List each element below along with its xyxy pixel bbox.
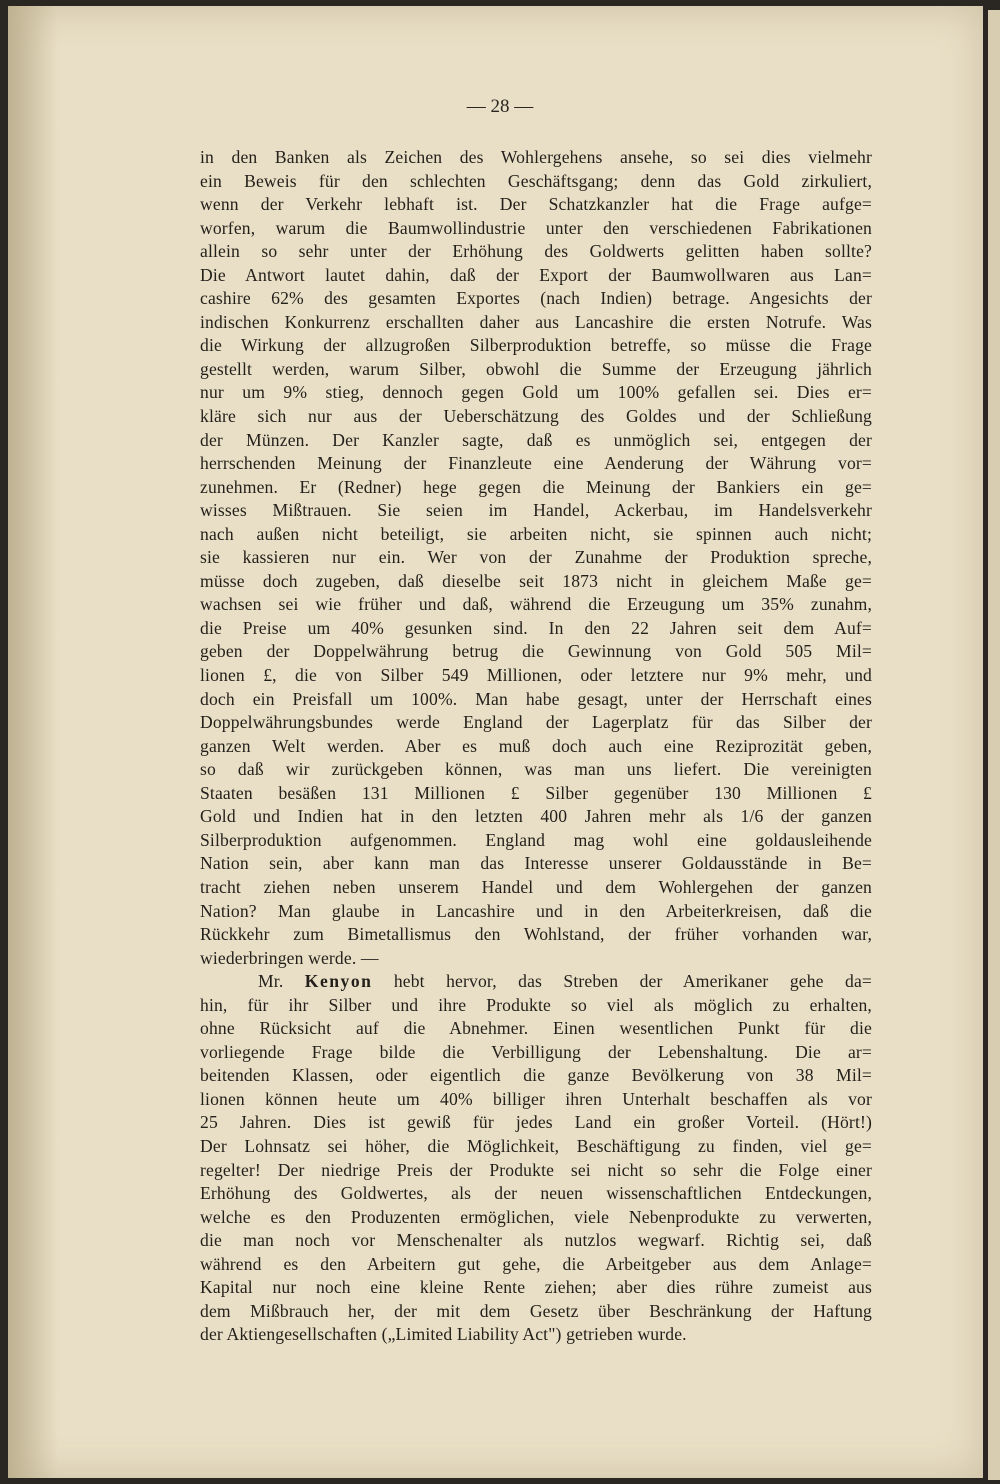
text-line: hin, für ihr Silber und ihre Produkte so viel als möglich zu erhalten,: [200, 994, 872, 1015]
text-line: nur um 9% stieg, dennoch gegen Gold um 100% gefallen sei. Dies er=: [200, 382, 872, 403]
text-line: Staaten besäßen 131 Millionen £ Silber gegenüber 130 Millionen £: [200, 782, 872, 803]
text-line: Erhöhung des Goldwertes, als der neuen wissenschaftlichen Entdeckungen,: [200, 1183, 872, 1204]
text-line: cashire 62% des gesamten Exportes (nach Indien) betrage. Angesichts der: [200, 288, 872, 309]
text-line: wachsen sei wie früher und daß, während die Erzeugung um 35% zunahm,: [200, 594, 872, 615]
text-line: Die Antwort lautet dahin, daß der Export der Baumwollwaren aus Lan=: [200, 264, 872, 285]
text-line: Kapital nur noch eine kleine Rente ziehen; aber dies rühre zumeist aus: [200, 1277, 872, 1298]
speaker-prefix: Mr.: [258, 971, 305, 992]
text-line: vorliegende Frage bilde die Verbilligung der Lebenshaltung. Die ar=: [200, 1041, 872, 1062]
paragraph-1: [200, 146, 872, 970]
text-line: gestellt werden, warum Silber, obwohl die Summe der Erzeugung jährlich: [200, 358, 872, 379]
text-line: geben der Doppelwährung betrug die Gewinnung von Gold 505 Mil=: [200, 641, 872, 662]
text-line: müsse doch zugeben, daß dieselbe seit 1873 nicht in gleichem Maße ge=: [200, 570, 872, 591]
text-line: ohne Rücksicht auf die Abnehmer. Einen wesentlichen Punkt für die: [200, 1018, 872, 1039]
text-line: dem Mißbrauch her, der mit dem Gesetz über Beschränkung der Haftung: [200, 1300, 872, 1321]
text-line: Rückkehr zum Bimetallismus den Wohlstand, der früher vorhanden war,: [200, 924, 872, 945]
text-line: während es den Arbeitern gut gehe, die Arbeitgeber aus dem Anlage=: [200, 1253, 872, 1274]
text-line: Gold und Indien hat in den letzten 400 Jahren mehr als 1/6 der ganzen: [200, 806, 872, 827]
text-line: doch ein Preisfall um 100%. Man habe gesagt, unter der Herrschaft eines: [200, 688, 872, 709]
text-line: worfen, warum die Baumwollindustrie unter den verschiedenen Fabrikationen: [200, 217, 872, 238]
body-text: [200, 146, 872, 1347]
text-line: die man noch vor Menschenalter als nutzlos wegwarf. Richtig sei, daß: [200, 1230, 872, 1251]
text-line: wiederbringen werde. —: [200, 947, 379, 968]
text-line: wisses Mißtrauen. Sie seien im Handel, Ackerbau, im Handelsverkehr: [200, 500, 872, 521]
text-line: sie kassieren nur ein. Wer von der Zunahme der Produktion spreche,: [200, 547, 872, 568]
text-line: Doppelwährungsbundes werde England der Lagerplatz für das Silber der: [200, 712, 872, 733]
text-line: [200, 970, 872, 994]
text-line: wenn der Verkehr lebhaft ist. Der Schatzkanzler hat die Frage aufge=: [200, 194, 872, 215]
text-line: in den Banken als Zeichen des Wohlergehens ansehe, so sei dies vielmehr: [200, 147, 872, 167]
paragraph-2: [200, 970, 872, 1347]
text-line: beitenden Klassen, oder eigentlich die ganze Bevölkerung von 38 Mil=: [200, 1065, 872, 1086]
text-line: regelter! Der niedrige Preis der Produkte sei nicht so sehr die Folge einer: [200, 1159, 872, 1180]
text-line: die Preise um 40% gesunken sind. In den 22 Jahren seit dem Auf=: [200, 617, 872, 638]
text-line: Silberproduktion aufgenommen. England mag wohl eine goldausleihende: [200, 829, 872, 850]
text-line: zunehmen. Er (Redner) hege gegen die Meinung der Bankiers ein ge=: [200, 476, 872, 497]
text-line: lionen können heute um 40% billiger ihren Unterhalt beschaffen als vor: [200, 1088, 872, 1109]
text-line: der Aktiengesellschaften („Limited Liability Act") getrieben wurde.: [200, 1324, 687, 1345]
text-line: tracht ziehen neben unserem Handel und dem Wohlergehen der ganzen: [200, 876, 872, 897]
text-line: die Wirkung der allzugroßen Silberproduktion betreffe, so müsse die Frage: [200, 335, 872, 356]
page-gutter-shadow: [8, 6, 58, 1478]
speaker-line-rest: hebt hervor, das Streben der Amerikaner gehe da=: [372, 971, 872, 992]
text-line: der Münzen. Der Kanzler sagte, daß es unmöglich sei, entgegen der: [200, 429, 872, 450]
text-line: Nation sein, aber kann man das Interesse unserer Goldausstände in Be=: [200, 853, 872, 874]
text-line: allein so sehr unter der Erhöhung des Goldwerts gelitten haben sollte?: [200, 241, 872, 262]
page-number: — 28 —: [466, 96, 534, 117]
text-line: ein Beweis für den schlechten Geschäftsgang; denn das Gold zirkuliert,: [200, 170, 872, 191]
text-line: 25 Jahren. Dies ist gewiß für jedes Land ein großer Vorteil. (Hört!): [200, 1112, 872, 1133]
text-line: welche es den Produzenten ermöglichen, viele Nebenprodukte zu verwerten,: [200, 1206, 872, 1227]
next-page-edge: [988, 10, 1000, 1480]
text-line: herrschenden Meinung der Finanzleute eine Aenderung der Währung vor=: [200, 453, 872, 474]
text-line: lionen £, die von Silber 549 Millionen, oder letztere nur 9% mehr, und: [200, 665, 872, 686]
speaker-name: Kenyon: [304, 971, 373, 992]
text-line: Der Lohnsatz sei höher, die Möglichkeit, Beschäftigung zu finden, viel ge=: [200, 1135, 872, 1156]
text-line: nach außen nicht beteiligt, sie arbeiten nicht, sie spinnen auch nicht;: [200, 523, 872, 544]
text-line: ganzen Welt werden. Aber es muß doch auch eine Reziprozität geben,: [200, 735, 872, 756]
text-line: Nation? Man glaube in Lancashire und in den Arbeiterkreisen, daß die: [200, 900, 872, 921]
text-line: indischen Konkurrenz erschallten daher aus Lancashire die ersten Notrufe. Was: [200, 311, 872, 332]
text-line: kläre sich nur aus der Ueberschätzung des Goldes und der Schließung: [200, 406, 872, 427]
text-line: so daß wir zurückgeben können, was man uns liefert. Die vereinigten: [200, 759, 872, 780]
